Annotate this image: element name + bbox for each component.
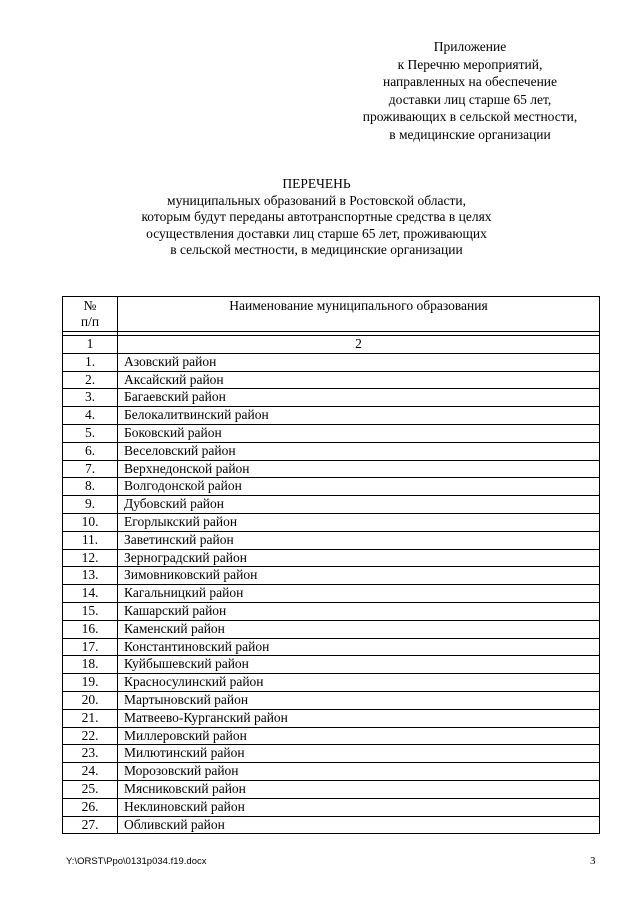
row-number-cell: 18. [63,656,118,674]
row-number-cell: 11. [63,531,118,549]
row-number-cell: 24. [63,763,118,781]
table-row [63,816,600,834]
row-number-cell: 17. [63,638,118,656]
row-number-cell: 22. [63,727,118,745]
row-number-cell: 7. [63,460,118,478]
municipality-name-cell: Константиновский район [118,638,600,656]
page-number: 3 [590,855,596,867]
document-title: ПЕРЕЧЕНЬ [282,176,351,191]
row-number-cell: 10. [63,513,118,531]
table-row [63,460,600,478]
row-number-cell: 20. [63,691,118,709]
document-subtitle-line: муниципальных образований в Ростовской области, [167,192,466,208]
municipality-name-cell: Мартыновский район [118,691,600,709]
municipality-name-cell: Егорлыкский район [118,513,600,531]
row-number-cell: 15. [63,602,118,620]
row-number-cell: 16. [63,620,118,638]
row-number-cell: 14. [63,585,118,603]
municipality-name-cell: Боковский район [118,424,600,442]
row-number-cell: 25. [63,780,118,798]
table-row [63,780,600,798]
appendix-line: доставки лиц старше 65 лет, [388,91,552,107]
municipality-name-cell: Кагальницкий район [118,585,600,603]
municipality-name-cell: Азовский район [118,353,600,371]
header-number-sublabel: п/п [80,313,100,329]
table-row [63,620,600,638]
row-number-cell: 6. [63,442,118,460]
municipality-name-cell: Неклиновский район [118,798,600,816]
table-row [63,727,600,745]
table-row [63,513,600,531]
file-path: Y:\ORST\Ppo\0131p034.f19.docx [66,856,207,867]
table-row [63,567,600,585]
municipality-name-cell: Куйбышевский район [118,656,600,674]
table-row [63,353,600,371]
table-row [63,674,600,692]
table-row [63,745,600,763]
row-number-cell: 1. [63,353,118,371]
header-number-label: № [83,298,97,313]
row-number-cell: 3. [63,389,118,407]
table-row [63,709,600,727]
table-row [63,798,600,816]
table-row [63,656,600,674]
header-name-cell: Наименование муниципального образования [118,297,600,332]
row-number-cell: 8. [63,478,118,496]
municipality-name-cell: Белокалитвинский район [118,407,600,425]
appendix-line: направленных на обеспечение [382,74,558,90]
table-row [63,424,600,442]
municipality-name-cell: Зимовниковский район [118,567,600,585]
row-number-cell: 19. [63,674,118,692]
table-row [63,407,600,425]
municipality-name-cell: Веселовский район [118,442,600,460]
table-row [63,585,600,603]
column-number-cell: 1 [63,336,118,354]
municipality-name-cell: Мясниковский район [118,780,600,798]
table-row [63,763,600,781]
table-row [63,602,600,620]
column-number-row [63,336,600,354]
row-number-cell: 4. [63,407,118,425]
row-number-cell: 5. [63,424,118,442]
table-row [63,371,600,389]
table-row [63,389,600,407]
municipality-name-cell: Дубовский район [118,496,600,514]
column-number-cell: 2 [118,336,600,354]
appendix-line: к Перечню мероприятий, [397,56,543,72]
appendix-line: Приложение [433,39,507,54]
row-number-cell: 9. [63,496,118,514]
municipality-name-cell: Красносулинский район [118,674,600,692]
municipality-name-cell: Морозовский район [118,763,600,781]
document-subtitle-line: которым будут переданы автотранспортные средства в целях [141,209,492,225]
document-subtitle-line: осуществления доставки лиц старше 65 лет, проживающих [146,225,487,241]
row-number-cell: 2. [63,371,118,389]
municipality-name-cell: Миллеровский район [118,727,600,745]
appendix-line: в медицинские организации [389,126,551,142]
table-row [63,478,600,496]
municipality-name-cell: Заветинский район [118,531,600,549]
appendix-line: проживающих в сельской местности, [362,109,578,125]
table-row [63,549,600,567]
table-row [63,638,600,656]
municipality-name-cell: Зерноградский район [118,549,600,567]
municipality-name-cell: Верхнедонской район [118,460,600,478]
municipality-name-cell: Багаевский район [118,389,600,407]
header-number-cell [63,297,118,332]
municipality-name-cell: Обливский район [118,816,600,834]
row-number-cell: 12. [63,549,118,567]
municipality-name-cell: Каменский район [118,620,600,638]
municipality-name-cell: Матвеево-Курганский район [118,709,600,727]
document-subtitle-line: в сельской местности, в медицинские организации [170,242,463,258]
table-header-row [63,297,600,332]
row-number-cell: 21. [63,709,118,727]
row-number-cell: 26. [63,798,118,816]
municipality-name-cell: Милютинский район [118,745,600,763]
municipality-name-cell: Кашарский район [118,602,600,620]
municipalities-table [62,296,600,834]
table-row [63,496,600,514]
appendix-block [320,38,620,144]
municipality-name-cell: Волгодонской район [118,478,600,496]
table-row [63,691,600,709]
row-number-cell: 13. [63,567,118,585]
document-heading [100,176,533,259]
municipality-name-cell: Аксайский район [118,371,600,389]
row-number-cell: 23. [63,745,118,763]
row-number-cell: 27. [63,816,118,834]
table-row [63,442,600,460]
table-row [63,531,600,549]
